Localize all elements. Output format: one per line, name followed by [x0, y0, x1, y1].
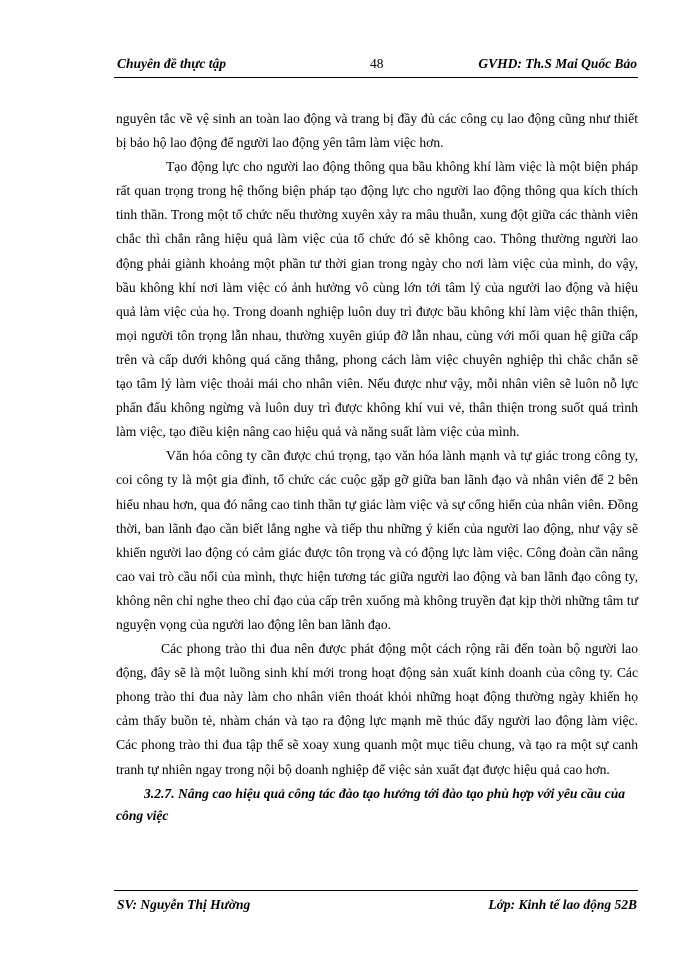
page-footer — [117, 897, 637, 915]
header-title: Chuyên đề thực tập — [117, 56, 226, 71]
paragraph-work-atmosphere: Tạo động lực cho người lao động thông qua bầu không khí làm việc là một biện pháp rất quan trọng trong hệ thống biện pháp tạo động lực cho người lao động thông qua kích thích tinh thần. Trong một tổ chức nếu thường xuyên xảy ra mâu thuẫn, xung đột giữa các thành viên chắc thì chắn rằng hiệu quả làm việc của tổ chức đó sẽ không cao. Thông thường người lao động phải giành khoảng một phần tư thời gian trong ngày cho nơi làm việc của mình, do vậy, bầu không khí nơi làm việc có ảnh hưởng vô cùng lớn tới tâm lý của người lao động và hiệu quả làm việc của họ. Trong doanh nghiệp luôn duy trì được bầu không khí làm việc thân thiện, mọi người tôn trọng lẫn nhau, thường xuyên giúp đỡ lẫn nhau, cùng với mối quan hệ giữa cấp trên và cấp dưới không quá căng thẳng, phong cách làm việc chuyên nghiệp thì chắc chắn sẽ tạo tâm lý làm việc thoải mái cho nhân viên. Nếu được như vậy, mỗi nhân viên sẽ luôn nỗ lực phấn đấu không ngừng và luôn duy trì được không khí vui vẻ, thân thiện trong suốt quá trình làm việc, tạo điều kiện nâng cao hiệu quả và năng suất làm việc của mình. — [116, 159, 638, 440]
section-heading: 3.2.7. Nâng cao hiệu quả công tác đào tạo hướng tới đào tạo phù hợp với yêu cầu của công việc — [116, 785, 626, 823]
page-body — [116, 107, 638, 827]
footer-divider — [114, 890, 638, 891]
paragraph-safety: nguyên tắc về vệ sinh an toàn lao động và trang bị đầy đủ các công cụ lao động cũng như thiết bị bảo hộ lao động để người lao động yên tâm làm việc hơn. — [116, 111, 638, 151]
footer-student: SV: Nguyễn Thị Hường — [117, 897, 251, 912]
footer-class: Lớp: Kinh tế lao động 52B — [488, 897, 637, 912]
page-number: 48 — [370, 56, 384, 71]
page-header — [117, 56, 637, 74]
paragraph-company-culture: Văn hóa công ty cần được chú trọng, tạo văn hóa lành mạnh và tự giác trong công ty, coi công ty là một gia đình, tổ chức các cuộc gặp gỡ giữa ban lãnh đạo và nhân viên để 2 bên hiểu nhau hơn, qua đó nâng cao tinh thần tự giác làm việc và sự cống hiến của nhân viên. Đồng thời, ban lãnh đạo cần biết lắng nghe và tiếp thu những ý kiến của người lao động, như vậy sẽ khiến người lao động có cảm giác được tôn trọng và có động lực làm việc. Công đoàn cần nâng cao vai trò cầu nối của mình, thực hiện tương tác giữa người lao động và ban lãnh đạo công ty, không nên chỉ nghe theo chỉ đạo của cấp trên xuống mà không truyền đạt kịp thời những tâm tư nguyện vọng của người lao động lên ban lãnh đạo. — [116, 448, 638, 632]
header-advisor: GVHD: Th.S Mai Quốc Bảo — [478, 56, 637, 71]
paragraph-emulation-movements: Các phong trào thi đua nên được phát động một cách rộng rãi đến toàn bộ người lao động, đây sẽ là một luồng sinh khí mới trong hoạt động sản xuất kinh doanh của công ty. Các phong trào thi đua này làm cho nhân viên thoát khỏi những hoạt động thường ngày khiến họ cảm thấy buồn tẻ, nhàm chán và tạo ra động lực mạnh mẽ thúc đẩy người lao động làm việc. Các phong trào thi đua tập thể sẽ xoay xung quanh một mục tiêu chung, và tạo ra một sự canh tranh tự nhiên ngay trong nội bộ doanh nghiệp để việc sản xuất đạt được hiệu quả cao hơn. — [116, 641, 638, 777]
header-divider — [114, 77, 638, 78]
